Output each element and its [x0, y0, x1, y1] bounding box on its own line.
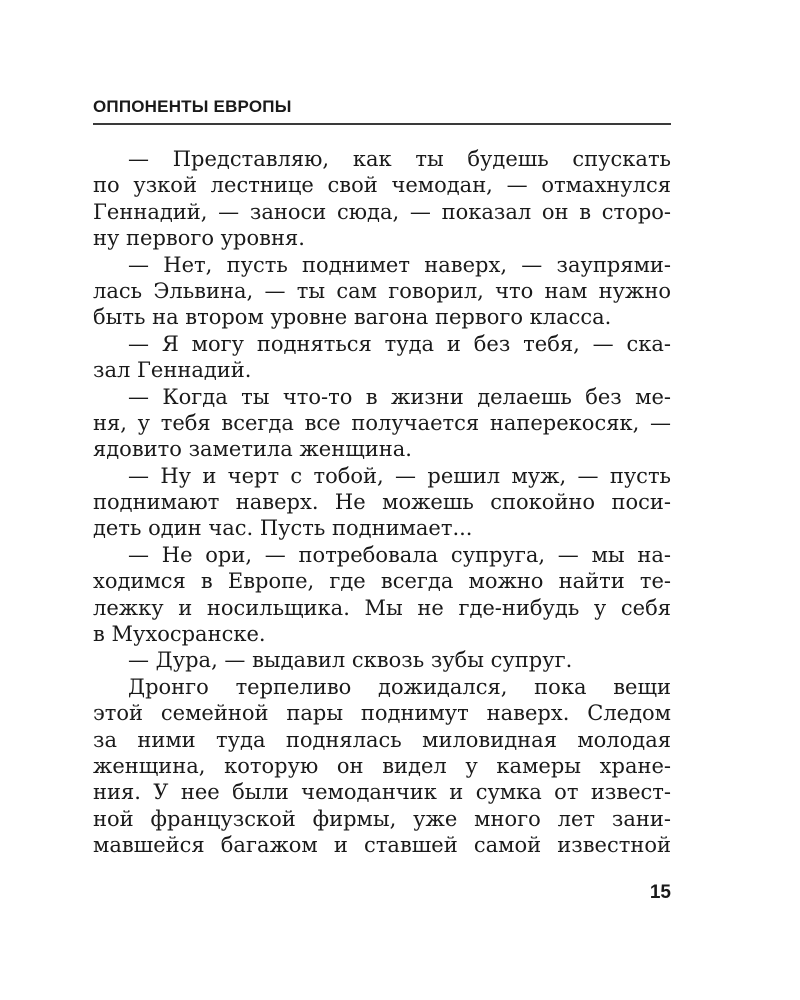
text-line: ня, у тебя всегда все получается наперекосяк, —: [93, 410, 671, 435]
text-line: женщина, которую он видел у камеры хране-: [93, 753, 671, 778]
text-line: деть один час. Пусть поднимает...: [93, 516, 473, 541]
text-line: ния. У нее были чемоданчик и сумка от извест-: [93, 780, 671, 805]
text-line: — Нет, пусть поднимет наверх, — заупрями-: [128, 252, 671, 277]
paragraph: [93, 252, 671, 331]
text-line: ядовито заметила женщина.: [93, 437, 412, 462]
paragraph: [93, 647, 671, 673]
text-line: — Дура, — выдавил сквозь зубы супруг.: [128, 648, 573, 673]
paragraph: [93, 674, 671, 859]
body-text: [93, 146, 671, 859]
paragraph: [93, 542, 671, 648]
paragraph: [93, 463, 671, 542]
text-line: — Ну и черт с тобой, — решил муж, — пусть: [128, 463, 671, 488]
text-line: по узкой лестнице свой чемодан, — отмахнулся: [93, 173, 671, 198]
text-line: зал Геннадий.: [93, 358, 252, 383]
text-line: — Когда ты что-то в жизни делаешь без ме-: [128, 384, 671, 409]
text-line: лежку и носильщика. Мы не где-нибудь у себя: [93, 595, 671, 620]
running-head-title: ОППОНЕНТЫ ЕВРОПЫ: [93, 97, 292, 116]
text-line: ходимся в Европе, где всегда можно найти те-: [93, 569, 671, 594]
text-line: Геннадий, — заноси сюда, — показал он в сторо-: [93, 199, 671, 224]
text-line: ну первого уровня.: [93, 226, 305, 251]
text-line: Дронго терпеливо дожидался, пока вещи: [128, 674, 671, 699]
text-line: поднимают наверх. Не можешь спокойно поси-: [93, 490, 671, 515]
paragraph: [93, 146, 671, 252]
text-line: за ними туда поднялась миловидная молодая: [93, 727, 671, 752]
text-line: лась Эльвина, — ты сам говорил, что нам нужно: [93, 278, 671, 303]
text-line: в Мухосранске.: [93, 622, 266, 647]
text-line: — Представляю, как ты будешь спускать: [128, 147, 671, 171]
paragraph: [93, 384, 671, 463]
paragraph: [93, 331, 671, 384]
text-line: быть на втором уровне вагона первого класса.: [93, 305, 612, 330]
text-line: ной французской фирмы, уже много лет зани-: [93, 806, 671, 831]
page-number: 15: [649, 882, 671, 903]
header-rule: [93, 123, 671, 125]
text-line: мавшейся багажом и ставшей самой известной: [93, 833, 671, 858]
text-line: — Не ори, — потребовала супруга, — мы на-: [128, 542, 671, 567]
text-line: — Я могу подняться туда и без тебя, — ска-: [128, 331, 671, 356]
text-line: этой семейной пары поднимут наверх. Следом: [93, 701, 671, 726]
